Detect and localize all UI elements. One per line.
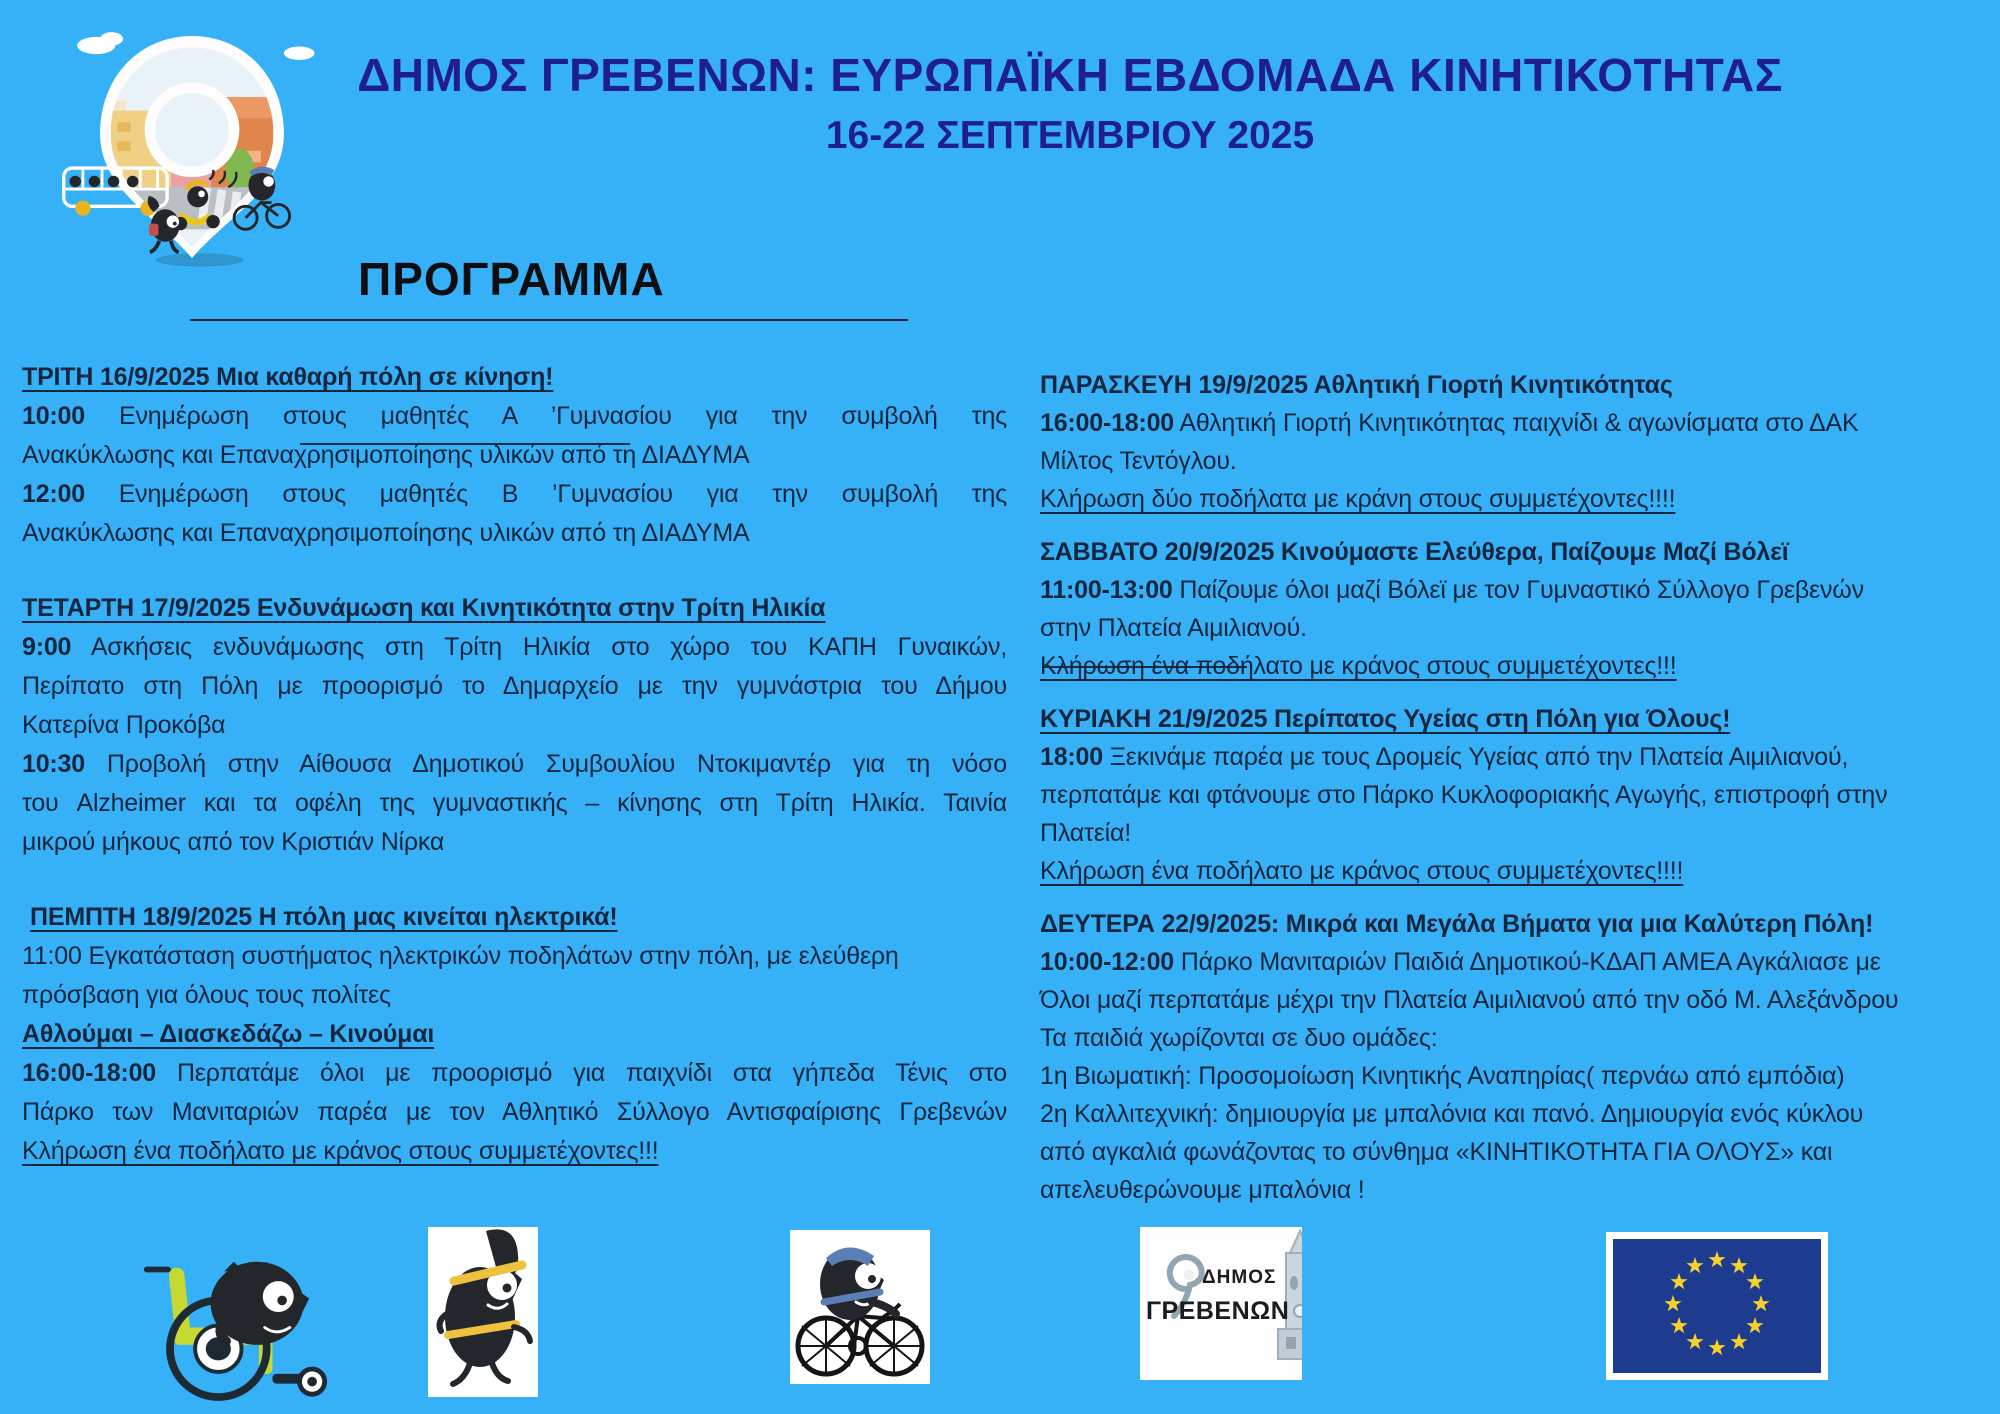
program-left-column [22,358,1007,1207]
pin-hole [150,88,234,172]
clock-tower-icon [1278,1231,1302,1359]
event-text: Κλήρωση ένα ποδήλατο με κράνος στους συμμετέχοντες!!! [1040,652,1677,680]
event-time: 10:00-12:00 [1040,948,1175,976]
event-line [22,745,1007,784]
wheelchair-mascot [112,1250,402,1405]
event-text: 1η Βιωματική: Προσομοίωση Κινητικής Αναπηρίας( περνάω από εμπόδια) [1040,1062,1845,1090]
event-text: Κλήρωση ένα ποδήλατο με κράνος στους συμμετέχοντες!!!! [1040,857,1684,885]
event-text: Ανακύκλωσης και Επαναχρησιμοποίησης υλικών από τη ΔΙΑΔΥΜΑ [22,519,750,547]
event-line [1040,1095,1990,1133]
event-text: 11:00 Εγκατάσταση συστήματος ηλεκτρικών ποδηλάτων στην πόλη, με ελεύθερη [22,942,899,970]
event-text: Μίλτος Τεντόγλου. [1040,447,1237,475]
event-text: πρόσβαση για όλους τους πολίτες [22,981,391,1009]
day-section-thursday [22,898,1007,1171]
day-header: ΠΕΜΠΤΗ 18/9/2025 Η πόλη μας κινείται ηλεκτρικά! [30,903,618,931]
event-text: Περπατάμε όλοι με προορισμό για παιχνίδι στα γήπεδα Τένις στο [176,1059,1007,1087]
event-line [22,475,1007,514]
day-section-wednesday [22,589,1007,862]
event-text: Ασκήσεις ενδυνάμωσης στη Τρίτη Ηλικία στο χώρο του ΚΑΠΗ Γυναικών, [90,633,1007,661]
event-text: Ξεκινάμε παρέα με τους Δρομείς Υγείας από την Πλατεία Αιμιλιανού, [1109,743,1849,771]
page-title: ΔΗΜΟΣ ΓΡΕΒΕΝΩΝ: ΕΥΡΩΠΑΪΚΗ ΕΒΔΟΜΑΔΑ ΚΙΝΗΤΙΚΟΤΗΤΑΣ [357,49,1783,101]
day-header: ΠΑΡΑΣΚΕΥΗ 19/9/2025 Αθλητική Γιορτή Κινητικότητας [1040,371,1673,399]
event-line [22,628,1007,667]
event-text: Κλήρωση ένα ποδήλατο με κράνος στους συμμετέχοντες!!! [22,1137,659,1165]
event-line [22,667,1007,706]
lottery-line [1040,852,1990,890]
event-line [1040,943,1990,981]
event-text: Πάρκο των Μανιταριών παρέα με τον Αθλητικό Σύλλογο Αντισφαίρισης Γρεβενών [22,1098,1007,1126]
event-subheader: Αθλούμαι – Διασκεδάζω – Κινούμαι [22,1020,435,1048]
event-line [1040,609,1990,647]
event-text: περπατάμε και φτάνουμε στο Πάρκο Κυκλοφοριακής Αγωγής, επιστροφή στην [1040,781,1888,809]
event-line [22,1093,1007,1132]
event-line [1040,1057,1990,1095]
event-text: Κλήρωση δύο ποδήλατα με κράνη στους συμμετέχοντες!!!! [1040,485,1676,513]
lottery-line [22,1132,1007,1171]
event-line [22,976,1007,1015]
page-dates: 16-22 ΣΕΠΤΕΜΒΡΙΟΥ 2025 [825,114,1315,157]
program-heading: ΠΡΟΓΡΑΜΜΑ [358,253,665,305]
event-time: 10:00 [22,402,85,430]
header [280,48,1860,158]
runner-mascot-icon [428,1227,538,1397]
lottery-line [1040,480,1990,518]
eu-flag [1606,1232,1828,1380]
day-section-tuesday [22,358,1007,553]
divider-line [190,319,908,321]
municipality-name-line1: ΔΗΜΟΣ [1202,1267,1277,1288]
event-line [22,784,1007,823]
event-text: Ενημέρωση στους μαθητές Β ’Γυμνασίου για την συμβολή της [118,480,1007,508]
event-line [22,1054,1007,1093]
event-text: Προβολή στην Αίθουσα Δημοτικού Συμβουλίου Ντοκιμαντέρ για τη νόσο [106,750,1007,778]
program-right-column [1040,366,1990,1224]
event-text: Παίζουμε όλοι μαζί Βόλεϊ με τον Γυμναστικό Σύλλογο Γρεβενών [1179,576,1864,604]
event-time: 18:00 [1040,743,1103,771]
event-line [22,514,1007,553]
day-section-sunday [1040,700,1990,890]
event-time: 9:00 [22,633,72,661]
event-time: 16:00-18:00 [22,1059,157,1087]
event-line [1040,404,1990,442]
day-section-monday [1040,905,1990,1209]
day-header: ΤΡΙΤΗ 16/9/2025 Μια καθαρή πόλη σε κίνηση! [22,363,554,391]
event-line [22,436,1007,475]
event-text: Περίπατο στη Πόλη με προορισμό το Δημαρχείο με την γυμνάστρια του Δήμου [22,672,1007,700]
lottery-line [1040,647,1990,685]
event-text: στην Πλατεία Αιμιλιανού. [1040,614,1307,642]
runner-mascot [428,1227,538,1397]
event-text: Ενημέρωση στους μαθητές Α ’Γυμνασίου για την συμβολή της [119,402,1007,430]
event-line [1040,738,1990,776]
municipality-name-line2: ΓΡΕΒΕΝΩΝ [1146,1297,1290,1325]
event-text: Όλοι μαζί περπατάμε μέχρι την Πλατεία Αιμιλιανού από την οδό Μ. Αλεξάνδρου [1040,986,1899,1014]
event-text: Πλατεία! [1040,819,1132,847]
event-text: Τα παιδιά χωρίζονται σε δυο ομάδες: [1040,1024,1438,1052]
cyclist-mascot [790,1230,930,1384]
event-line [1040,814,1990,852]
event-text: Κατερίνα Προκόβα [22,711,226,739]
day-section-saturday [1040,533,1990,685]
day-header: ΣΑΒΒΑΤΟ 20/9/2025 Κινούμαστε Ελεύθερα, Παίζουμε Μαζί Βόλεϊ [1040,538,1789,566]
event-line [1040,1133,1990,1171]
event-line [1040,776,1990,814]
event-text: από αγκαλιά φωνάζοντας το σύνθημα «ΚΙΝΗΤΙΚΟΤΗΤΑ ΓΙΑ ΟΛΟΥΣ» και [1040,1138,1833,1166]
event-line [1040,981,1990,1019]
event-text: του Alzheimer και τα οφέλη της γυμναστικής – κίνησης στη Τρίτη Ηλικία. Ταινία [22,789,1007,817]
day-header: ΤΕΤΑΡΤΗ 17/9/2025 Ενδυνάμωση και Κινητικότητα στην Τρίτη Ηλικία [22,594,826,622]
event-time: 16:00-18:00 [1040,409,1175,437]
cyclist-mascot-icon [790,1230,930,1384]
day-header: ΚΥΡΙΑΚΗ 21/9/2025 Περίπατος Υγείας στη Πόλη για Όλους! [1040,705,1731,733]
event-line [1040,1171,1990,1209]
day-section-friday [1040,366,1990,518]
day-header: ΔΕΥΤΕΡΑ 22/9/2025: Μικρά και Μεγάλα Βήματα για μια Καλύτερη Πόλη! [1040,910,1874,938]
event-line [1040,571,1990,609]
event-line [1040,1019,1990,1057]
event-line [22,937,1007,976]
event-line [22,706,1007,745]
event-time: 11:00-13:00 [1040,576,1173,604]
municipality-of-grevena-logo [1140,1227,1302,1380]
event-line [1040,442,1990,480]
event-text: Αθλητική Γιορτή Κινητικότητας παιχνίδι & αγωνίσματα στο ΔΑΚ [1179,409,1859,437]
event-text: απελευθερώνουμε μπαλόνια ! [1040,1176,1365,1204]
event-text: Πάρκο Μανιταριών Παιδιά Δημοτικού-ΚΔΑΠ ΑΜΕΑ Αγκάλιασε με [1180,948,1881,976]
event-line [22,823,1007,862]
wheelchair-mascot-icon [112,1250,402,1405]
event-text: 2η Καλλιτεχνική: δημιουργία με μπαλόνια και πανό. Δημιουργία ενός κύκλου [1040,1100,1864,1128]
event-time: 10:30 [22,750,85,778]
event-line [22,397,1007,436]
event-time: 12:00 [22,480,85,508]
event-text: μικρού μήκους από τον Κριστιάν Νίρκα [22,828,445,856]
eu-flag-icon [1606,1232,1828,1380]
event-text: Ανακύκλωσης και Επαναχρησιμοποίησης υλικών από τη ΔΙΑΔΥΜΑ [22,441,750,469]
